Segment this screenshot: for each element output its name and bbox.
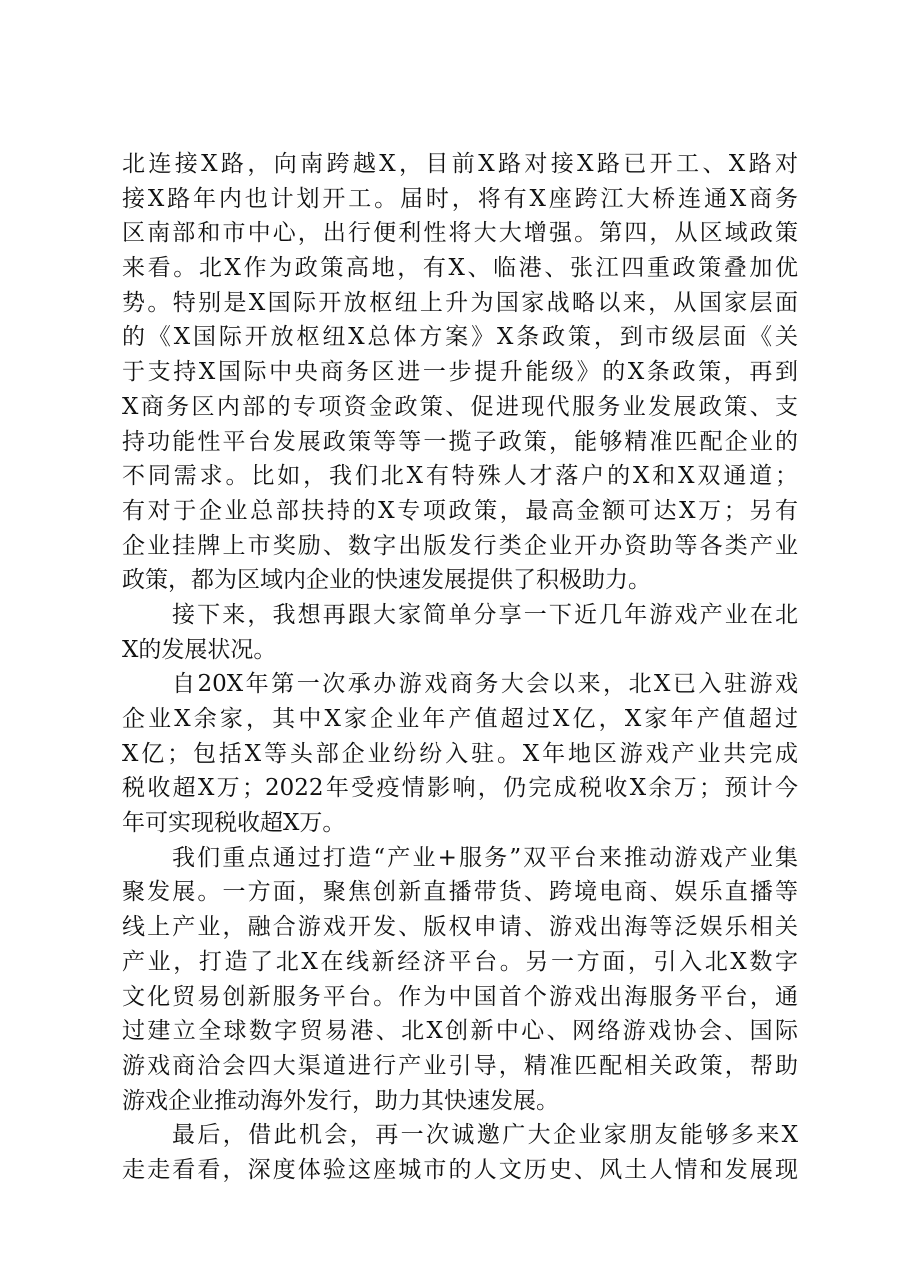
text-line: 来看。北X作为政策高地，有X、临港、张江四重政策叠加优 (122, 255, 798, 282)
text-line: 企业挂牌上市奖励、数字出版发行类企业开办资助等各类产业 (122, 532, 798, 559)
text-line: 有对于企业总部扶持的X专项政策，最高金额可达X万；另有 (122, 497, 798, 524)
text-line: 不同需求。比如，我们北X有特殊人才落户的X和X双通道； (122, 463, 798, 490)
text-line: 北连接X路，向南跨越X，目前X路对接X路已开工、X路对 (122, 151, 798, 177)
body-text (122, 147, 798, 1188)
text-line: 线上产业，融合游戏开发、版权申请、游戏出海等泛娱乐相关 (122, 914, 798, 941)
text-line: 走走看看，深度体验这座城市的人文历史、风土人情和发展现 (122, 1156, 798, 1183)
text-line: 游戏企业推动海外发行，助力其快速发展。 (122, 1087, 559, 1114)
text-line: 接X路年内也计划开工。届时，将有X座跨江大桥连通X商务 (122, 185, 798, 212)
text-line: 最后，借此机会，再一次诚邀广大企业家朋友能够多来X (172, 1122, 798, 1149)
text-line: X商务区内部的专项资金政策、促进现代服务业发展政策、支 (122, 393, 798, 420)
text-line: X亿；包括X等头部企业纷纷入驻。X年地区游戏产业共完成 (122, 740, 798, 767)
text-line: 税收超X万；2022年受疫情影响，仍完成税收X余万；预计今 (122, 775, 798, 802)
text-line: 产业，打造了北X在线新经济平台。另一方面，引入北X数字 (122, 948, 798, 975)
text-line: 我们重点通过打造“产业+服务”双平台来推动游戏产业集 (172, 844, 798, 871)
text-line: 企业X余家，其中X家企业年产值超过X亿，X家年产值超过 (122, 706, 798, 732)
text-line: X的发展状况。 (122, 636, 277, 663)
text-line: 接下来，我想再跟大家简单分享一下近几年游戏产业在北 (172, 601, 798, 628)
text-line: 游戏商洽会四大渠道进行产业引导，精准匹配相关政策，帮助 (122, 1052, 798, 1079)
text-line: 于支持X国际中央商务区进一步提升能级》的X条政策，再到 (122, 359, 798, 386)
text-line: 聚发展。一方面，聚焦创新直播带货、跨境电商、娱乐直播等 (122, 879, 798, 906)
text-line: 年可实现税收超X万。 (122, 810, 346, 837)
text-line: 自20X年第一次承办游戏商务大会以来，北X已入驻游戏 (172, 671, 798, 698)
text-line: 区南部和市中心，出行便利性将大大增强。第四，从区域政策 (122, 220, 798, 247)
text-line: 过建立全球数字贸易港、北X创新中心、网络游戏协会、国际 (122, 1018, 798, 1045)
text-line: 的《X国际开放枢纽X总体方案》X条政策，到市级层面《关 (122, 324, 798, 351)
text-line: 势。特别是X国际开放枢纽上升为国家战略以来，从国家层面 (122, 289, 798, 316)
text-line: 文化贸易创新服务平台。作为中国首个游戏出海服务平台，通 (122, 983, 798, 1010)
text-line: 持功能性平台发展政策等等一揽子政策，能够精准匹配企业的 (122, 428, 798, 455)
text-line: 政策，都为区域内企业的快速发展提供了积极助力。 (122, 567, 651, 594)
